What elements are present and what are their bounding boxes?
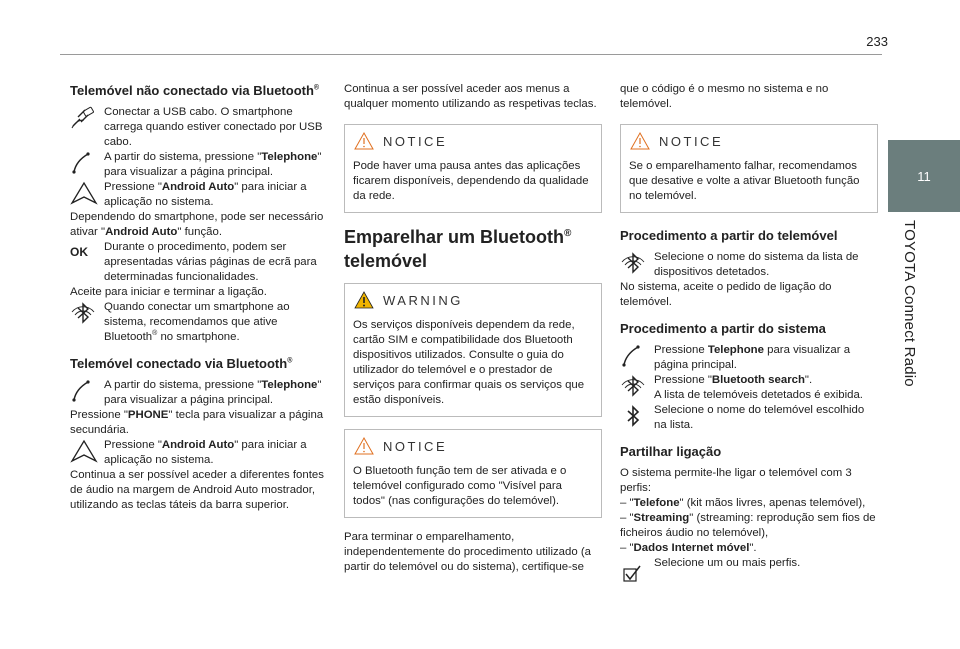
heading-share-connection: Partilhar ligação — [620, 444, 722, 459]
step-telephone: A partir do sistema, pressione "Telephone" para visualizar a página principal. — [70, 150, 328, 180]
chapter-label: TOYOTA Connect Radio — [901, 220, 918, 387]
step-android-auto: Pressione "Android Auto" para iniciar a aplicação no sistema. — [70, 180, 328, 210]
notice-triangle-icon — [629, 131, 651, 151]
bluetooth-icon — [70, 301, 98, 325]
notice-box-2: NOTICE O Bluetooth função tem de ser ativada e o telemóvel configurado como "Visível para todos" (nas configurações do telemóvel). — [344, 429, 602, 518]
chapter-tab: 11 — [888, 140, 960, 212]
notice-box-3: NOTICE Se o emparelhamento falhar, recomendamos que desative e volte a ativar Bluetooth função no telemóvel. — [620, 124, 878, 213]
heading-from-system: Procedimento a partir do sistema — [620, 321, 826, 336]
checkbox-icon — [620, 560, 648, 584]
heading-connected: Telemóvel conectado via Bluetooth® — [70, 356, 293, 371]
step-usb: Conectar a USB cabo. O smartphone carrega quando estiver conectado por USB cabo. — [70, 105, 328, 150]
notice-box-1: NOTICE Pode haver uma pausa antes das aplicações ficarem disponíveis, dependendo da qualidade da rede. — [344, 124, 602, 213]
column-1: Telemóvel não conectado via Bluetooth® Conectar a USB cabo. O smartphone carrega quando estiver conectado por USB cabo. A partir do sistema, pressione "Telephone" para visualizar a página principal. Pressione "Android Auto" para iniciar a aplicação no sistema. Dependendo do smartphone, pode ser necessário ativar "Android Auto" função. OK Durante o procedimento, podem ser apresentadas várias páginas de ecrã para determinadas funcionalidades. Aceite para iniciar e terminar a ligação. Quando conectar um smartphone ao sistema, recomendamos que ative Bluetooth® no smartphone. Telemóvel conectado via Bluetooth® A partir do sistema, pressione "Telephone" para visualizar a página principal. Pressione "PHONE" tecla para visualizar a página secundária. Pressione "Android Auto" para iniciar a aplicação no sistema. Continua a ser possível aceder a diferentes fontes de áudio na margem de Android Auto mostrador, utilizando as teclas táteis da barra superior. — [70, 82, 328, 513]
bluetooth-icon — [620, 251, 648, 275]
column-2: Continua a ser possível aceder aos menus a qualquer momento utilizando as respetivas teclas. NOTICE Pode haver uma pausa antes das aplicações ficarem disponíveis, dependendo da qualidade da rede. Emparelhar um Bluetooth® telemóvel WARNING Os serviços disponíveis dependem da rede, cartão SIM e compatibilidade dos Bluetooth dispositivos utilizados. Consulte o guia do utilizador do telemóvel e o prestador de serviços para confirmar quais os serviços que estão disponíveis. NOTICE O Bluetooth função tem de ser ativada e o telemóvel configurado como "Visível para todos" (nas configurações do telemóvel). Para terminar o emparelhamento, independentemente do procedimento utilizado (a partir do telemóvel ou do sistema), certifique-se — [344, 82, 602, 575]
bluetooth-symbol-icon — [620, 404, 648, 428]
notice-triangle-icon — [353, 436, 375, 456]
step-select-phone: Selecione o nome do telemóvel escolhido na lista. — [620, 403, 878, 433]
step-bluetooth-search: Pressione "Bluetooth search". A lista de telemóveis detetados é exibida. — [620, 373, 878, 403]
warning-triangle-icon — [353, 290, 375, 310]
android-auto-icon — [70, 181, 98, 205]
header-rule — [60, 54, 882, 55]
step-bluetooth: Quando conectar um smartphone ao sistema, recomendamos que ative Bluetooth® no smartphone. — [70, 300, 328, 345]
phone-handset-icon — [70, 151, 98, 175]
usb-cable-icon — [70, 106, 98, 130]
heading-pairing: Emparelhar um Bluetooth® telemóvel — [344, 227, 572, 271]
heading-not-connected: Telemóvel não conectado via Bluetooth® — [70, 83, 320, 98]
step-telephone-2: A partir do sistema, pressione "Telephone" para visualizar a página principal. — [70, 378, 328, 408]
bluetooth-icon — [620, 374, 648, 398]
step-ok: OK Durante o procedimento, podem ser apresentadas várias páginas de ecrã para determinadas funcionalidades. — [70, 241, 317, 283]
page-number: 233 — [866, 34, 888, 49]
phone-handset-icon — [620, 344, 648, 368]
step-select-system: Selecione o nome do sistema da lista de dispositivos detetados. — [620, 250, 878, 280]
ok-icon: OK — [70, 245, 88, 259]
heading-from-phone: Procedimento a partir do telemóvel — [620, 228, 838, 243]
warning-box: WARNING Os serviços disponíveis dependem da rede, cartão SIM e compatibilidade dos Bluetooth dispositivos utilizados. Consulte o guia do utilizador do telemóvel e o prestador de serviços para confirmar quais os serviços que estão disponíveis. — [344, 283, 602, 417]
phone-handset-icon — [70, 379, 98, 403]
step-android-auto-2: Pressione "Android Auto" para iniciar a aplicação no sistema. — [70, 438, 328, 468]
notice-triangle-icon — [353, 131, 375, 151]
step-telephone-3: Pressione Telephone para visualizar a página principal. — [620, 343, 878, 373]
android-auto-icon — [70, 439, 98, 463]
column-3: que o código é o mesmo no sistema e no telemóvel. NOTICE Se o emparelhamento falhar, recomendamos que desative e volte a ativar Bluetooth função no telemóvel. Procedimento a partir do telemóvel Selecione o nome do sistema da lista de dispositivos detetados. No sistema, aceite o pedido de ligação do telemóvel. Procedimento a partir do sistema Pressione Telephone para visualizar a página principal. Pressione "Bluetooth search". A lista de telemóveis detetados é exibida. Selecione o nome do telemóvel escolhido na lista. Partilhar ligação O sistema permite-lhe ligar o telemóvel com 3 perfis: – "Telefone" (kit mãos livres, apenas telemóvel), – "Streaming" (streaming: reprodução sem fios de ficheiros áudio no telemóvel), – "Dados Internet móvel". Selecione um ou mais perfis. — [620, 82, 878, 571]
step-select-profiles: Selecione um ou mais perfis. — [620, 556, 878, 571]
